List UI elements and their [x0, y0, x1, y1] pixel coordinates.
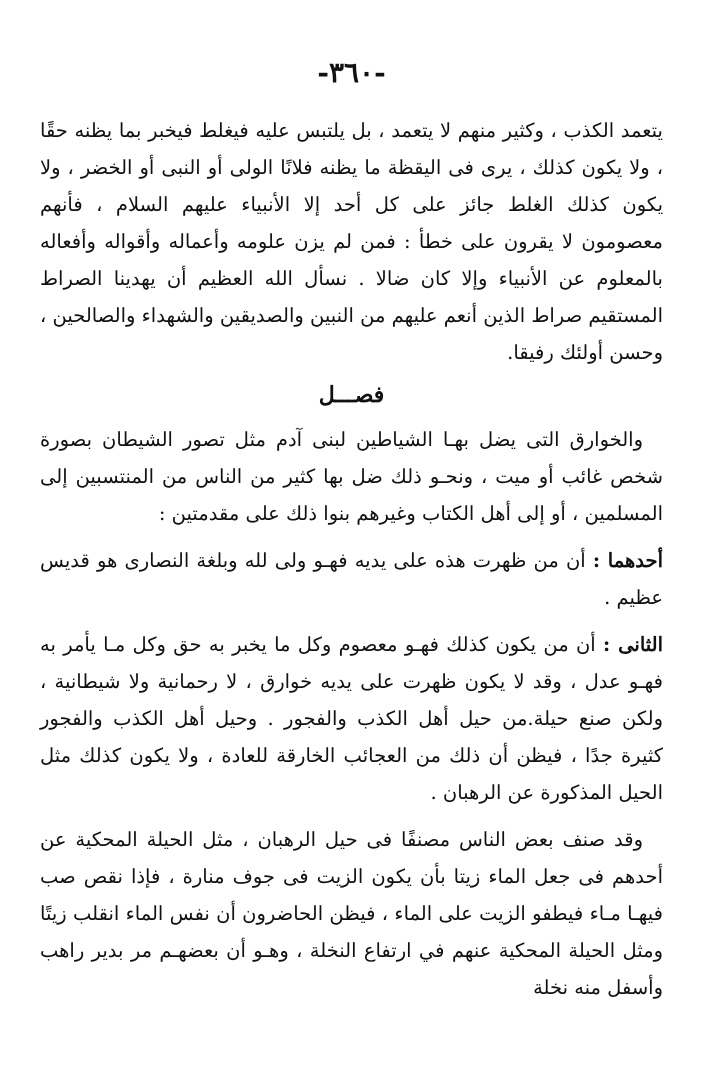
paragraph-intro: يتعمد الكذب ، وكثير منهم لا يتعمد ، بل يلتبس عليه فيغلط فيخبر بما يظنه حقًا ، ولا يكون كذلك ، يرى فى اليقظة ما يظنه فلانًا الولى أو النبى أو الخضر ، ولا يكون كذلك الغلط جائز على كل أحد إلا الأنبياء عليهم السلام ، فأنهم معصومون لا يقرون على خطأ : فمن لم يزن علومه وأعماله وأقواله وأفعاله بالمعلوم عن الأنبياء وإلا كان ضالا . نسأل الله العظيم أن يهدينا الصراط المستقيم صراط الذين أنعم عليهم من النبين والصديقين والشهداء والصالحين ، وحسن أولئك رفيقا. — [40, 119, 663, 364]
paragraph-first-premise — [40, 542, 663, 616]
second-premise-label: الثانى : — [603, 633, 664, 656]
paragraph-second-premise — [40, 626, 663, 811]
section-heading: فصـــل — [318, 382, 385, 408]
second-premise-text: أن من يكون كذلك فهـو معصوم وكل ما يخبر به حق وكل مـا يأمر به فهـو عدل ، وقد لا يكون ظهرت على يديه خوارق ، لا رحمانية ولا شيطانية ، ولكن صنع حيلة.من حيل أهل الكذب والفجور . وحيل أهل الكذب والفجور كثيرة جدًا ، فيظن أن ذلك من العجائب الخارقة للعادة ، ولا يكون كذلك مثل الحيل المذكورة عن الرهبان . — [40, 633, 663, 804]
page-number: -٣٦٠- — [317, 56, 386, 89]
page-body — [40, 112, 663, 1006]
paragraph-miracles: والخوارق التى يضل بهـا الشياطين لبنى آدم مثل تصور الشيطان بصورة شخص غائب أو ميت ، ونحـو ذلك ضل بها كثير من الناس من المنتسبين إلى المسلمين ، أو إلى أهل الكتاب وغيرهم بنوا ذلك على مقدمتين : — [40, 428, 663, 525]
first-premise-label: أحدهما : — [592, 549, 663, 572]
paragraph-monks-tricks: وقد صنف بعض الناس مصنفًا فى حيل الرهبان ، مثل الحيلة المحكية عن أحدهم فى جعل الماء زيتا بأن يكون الزيت فى جوف منارة ، فإذا نقص صب فيهـا مـاء فيطفو الزيت على الماء ، فيظن الحاضرون أن نفس الماء انقلب زيتًا ومثل الحيلة المحكية عنهم في ارتفاع النخلة ، وهـو أن بعضهـم مر بدير راهب وأسفل منه نخلة — [40, 828, 663, 999]
first-premise-text: أن من ظهرت هذه على يديه فهـو ولى لله وبلغة النصارى هو قديس عظيم . — [40, 549, 663, 609]
